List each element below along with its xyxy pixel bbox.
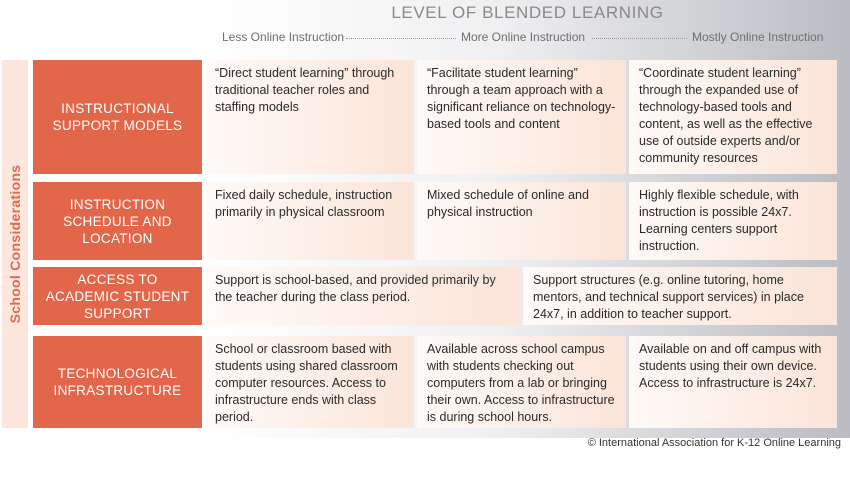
cell-infrastructure-mostly: Available on and off campus with students using their own device. Access to infrastructure is 24x7. [629, 336, 837, 428]
copyright-credit: © International Association for K-12 Online Learning [587, 437, 841, 449]
cell-infrastructure-more: Available across school campus with students checking out computers from a lab or bringing their own. Access to infrastructure is during school hours. [417, 336, 626, 428]
scale-divider [346, 38, 456, 39]
row-label-instructional-support: INSTRUCTIONAL SUPPORT MODELS [33, 60, 202, 174]
row-label-schedule-location: INSTRUCTION SCHEDULE AND LOCATION [33, 182, 202, 260]
side-category-label: School Considerations [7, 164, 23, 324]
cell-support-less: Support is school-based, and provided primarily by the teacher during the class period. [205, 267, 520, 325]
scale-label-mostly: Mostly Online Instruction [692, 30, 824, 44]
cell-support-mostly: Support structures (e.g. online tutoring, home mentors, and technical support services) in place 24x7, in addition to teacher support. [523, 267, 837, 325]
cell-schedule-less: Fixed daily schedule, instruction primarily in physical classroom [205, 182, 414, 260]
scale-label-less: Less Online Instruction [222, 30, 345, 44]
scale-label-more: More Online Instruction [461, 30, 586, 44]
scale-divider [592, 38, 687, 39]
cell-infrastructure-less: School or classroom based with students using shared classroom computer resources. Access to infrastructure ends with class period. [205, 336, 414, 428]
row-label-academic-support: ACCESS TO ACADEMIC STUDENT SUPPORT [33, 267, 202, 325]
cell-instructional-mostly: “Coordinate student learning” through the expanded use of technology-based tools and content, as well as the effective use of outside experts and/or community resources [629, 60, 837, 174]
page-title: LEVEL OF BLENDED LEARNING [391, 3, 664, 22]
row-label-tech-infrastructure: TECHNOLOGICAL INFRASTRUCTURE [33, 336, 202, 428]
cell-schedule-mostly: Highly flexible schedule, with instruction is possible 24x7. Learning centers support instruction. [629, 182, 837, 260]
cell-instructional-more: “Facilitate student learning” through a team approach with a significant reliance on technology-based tools and content [417, 60, 626, 174]
cell-instructional-less: “Direct student learning” through traditional teacher roles and staffing models [205, 60, 414, 174]
cell-schedule-more: Mixed schedule of online and physical instruction [417, 182, 626, 260]
